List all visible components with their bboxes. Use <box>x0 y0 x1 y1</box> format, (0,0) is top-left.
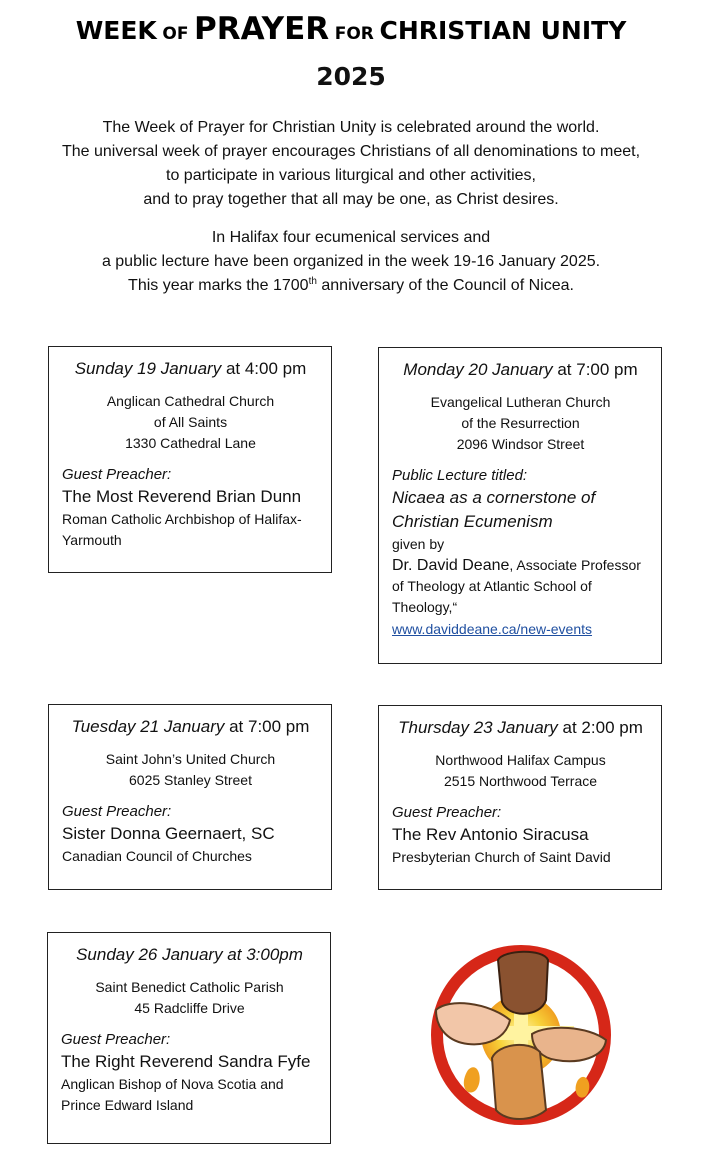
location-line: Saint John’s United Church <box>105 751 276 767</box>
guest-preacher-label: Guest Preacher: <box>62 803 172 820</box>
location-line: Evangelical Lutheran Church <box>430 394 611 410</box>
title-week: WEEK <box>75 16 157 45</box>
event-datetime <box>392 360 649 380</box>
given-by-text: given by <box>392 536 445 552</box>
event-card-tuesday-21 <box>48 704 332 890</box>
event-time: at 7:00 pm <box>224 717 310 736</box>
lecturer-info <box>392 555 649 618</box>
event-time: at 7:00 pm <box>552 360 638 379</box>
event-location <box>392 750 649 792</box>
intro-line: a public lecture have been organized in the week 19-16 January 2025. <box>101 253 601 270</box>
guest-preacher-name: Sister Donna Geernaert, SC <box>62 824 275 843</box>
unity-hands-logo <box>428 940 614 1126</box>
hand-top-icon <box>498 952 548 1014</box>
event-datetime <box>62 717 319 737</box>
intro-line: The universal week of prayer encourages Christians of all denominations to meet, <box>61 143 641 160</box>
hand-right-icon <box>532 1028 606 1061</box>
lecture-title: Nicaea as a cornerstone of Christian Ecumenism <box>392 488 596 531</box>
guest-preacher-label: Guest Preacher: <box>61 1031 171 1048</box>
guest-preacher-role: Canadian Council of Churches <box>62 848 252 864</box>
ordinal-suffix: th <box>308 276 317 287</box>
location-line: of the Resurrection <box>461 415 580 431</box>
location-line: 1330 Cathedral Lane <box>125 435 256 451</box>
event-datetime <box>62 359 319 379</box>
guest-preacher-role: Presbyterian Church of Saint David <box>392 849 611 865</box>
title-for: FOR <box>334 24 374 44</box>
location-line: 6025 Stanley Street <box>129 772 252 788</box>
event-date: Sunday 26 January at 3:00pm <box>76 945 303 964</box>
intro-line: In Halifax four ecumenical services and <box>211 229 491 246</box>
title-year: 2025 <box>316 62 386 91</box>
event-location <box>392 392 649 455</box>
event-date: Thursday 23 January <box>398 718 558 737</box>
lecturer-role: , Associate Professor of Theology at Atlantic School of Theology,“ <box>392 557 641 615</box>
title-christian-unity: CHRISTIAN UNITY <box>379 16 627 45</box>
event-location <box>62 391 319 454</box>
hand-bottom-icon <box>492 1045 546 1119</box>
title-prayer: PRAYER <box>194 11 330 47</box>
guest-preacher-name: The Right Reverend Sandra Fyfe <box>61 1052 311 1071</box>
event-card-thursday-23 <box>378 705 662 890</box>
location-line: Northwood Halifax Campus <box>435 752 606 768</box>
event-location <box>62 749 319 791</box>
guest-preacher-label: Guest Preacher: <box>62 466 172 483</box>
event-card-sunday-19 <box>48 346 332 573</box>
guest-preacher-name: The Most Reverend Brian Dunn <box>62 487 302 506</box>
intro-line: and to pray together that all may be one, as Christ desires. <box>143 191 559 208</box>
location-line: of All Saints <box>153 414 228 430</box>
guest-preacher-label: Guest Preacher: <box>392 804 502 821</box>
event-card-monday-20 <box>378 347 662 664</box>
anniversary-text: This year marks the 1700 <box>128 277 309 294</box>
event-time: at 4:00 pm <box>221 359 307 378</box>
page-title <box>0 11 702 47</box>
location-line: 45 Radcliffe Drive <box>134 1000 245 1016</box>
intro-paragraph-1 <box>0 116 702 212</box>
event-location <box>61 977 318 1019</box>
anniversary-text-end: anniversary of the Council of Nicea. <box>316 277 574 294</box>
event-datetime <box>61 945 318 965</box>
intro-paragraph-2 <box>0 226 702 298</box>
intro-anniversary-line <box>0 274 702 298</box>
intro-line: to participate in various liturgical and other activities, <box>166 167 536 184</box>
title-of: OF <box>162 24 189 44</box>
lecturer-name: Dr. David Deane <box>392 557 510 574</box>
location-line: Anglican Cathedral Church <box>106 393 275 409</box>
location-line: Saint Benedict Catholic Parish <box>95 979 284 995</box>
guest-preacher-role: Roman Catholic Archbishop of Halifax-Yarmouth <box>62 511 302 548</box>
guest-preacher-role: Anglican Bishop of Nova Scotia and Prince Edward Island <box>61 1076 284 1113</box>
location-line: 2515 Northwood Terrace <box>443 773 598 789</box>
event-date: Monday 20 January <box>403 360 553 379</box>
event-time: at 2:00 pm <box>557 718 643 737</box>
event-card-sunday-26 <box>47 932 331 1144</box>
location-line: 2096 Windsor Street <box>456 436 585 452</box>
event-date: Sunday 19 January <box>74 359 222 378</box>
public-lecture-label: Public Lecture titled: <box>392 467 528 484</box>
flame-icon <box>464 1067 480 1092</box>
guest-preacher-name: The Rev Antonio Siracusa <box>392 825 589 844</box>
intro-line: The Week of Prayer for Christian Unity is celebrated around the world. <box>102 119 600 136</box>
event-datetime <box>392 718 649 738</box>
event-date: Tuesday 21 January <box>71 717 225 736</box>
lecture-link[interactable]: www.daviddeane.ca/new-events <box>392 621 593 637</box>
